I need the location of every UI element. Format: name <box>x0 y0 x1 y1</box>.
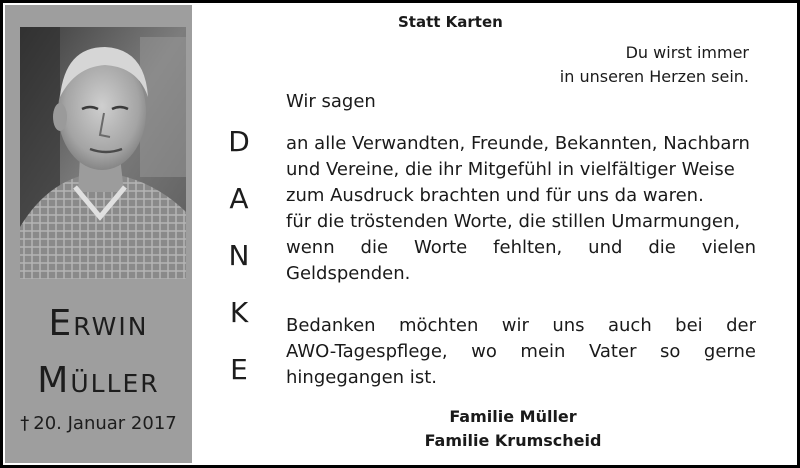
danke-letter: E <box>230 353 248 386</box>
paragraph-line: Geldspenden. <box>286 263 411 284</box>
danke-letter: A <box>229 182 249 215</box>
statt-karten-heading: Statt Karten <box>398 13 503 31</box>
paragraph-line: Bedanken möchten wir uns auch bei der <box>286 315 756 336</box>
obituary-card <box>3 3 797 465</box>
danke-letter: K <box>229 296 249 329</box>
danke-vertical <box>225 125 253 410</box>
danke-letter: N <box>228 239 250 272</box>
signature-family-2: Familie Krumscheid <box>424 431 602 450</box>
thanks-paragraph-1 <box>286 131 756 287</box>
paragraph-line: für die tröstenden Worte, die stillen Umarmungen, <box>286 211 741 232</box>
paragraph-line: an alle Verwandten, Freunde, Bekannten, Nachbarn <box>286 133 750 154</box>
first-name: Erwin <box>48 303 149 344</box>
thanks-paragraph-2 <box>286 313 756 391</box>
paragraph-line: zum Ausdruck brachten und für uns da waren. <box>286 185 704 206</box>
cross-icon: † <box>20 413 30 434</box>
quote-line-1: Du wirst immer <box>625 43 749 62</box>
quote-line-2: in unseren Herzen sein. <box>559 67 749 86</box>
paragraph-line: wenn die Worte fehlten, und die vielen <box>286 237 756 258</box>
signature-family-1: Familie Müller <box>449 407 577 426</box>
portrait-photo <box>20 27 186 279</box>
paragraph-line: hingegangen ist. <box>286 367 437 388</box>
intro-text: Wir sagen <box>286 91 376 112</box>
last-name: Müller <box>37 360 160 401</box>
portrait-image <box>20 27 186 279</box>
sidebar-panel <box>5 5 192 463</box>
death-date: 20. Januar 2017 <box>33 413 177 434</box>
paragraph-line: AWO-Tagespflege, wo mein Vater so gerne <box>286 341 756 362</box>
danke-letter: D <box>228 125 250 158</box>
memorial-quote <box>560 41 749 89</box>
death-date-line <box>5 413 192 434</box>
paragraph-line: und Vereine, die ihr Mitgefühl in vielfältiger Weise <box>286 159 735 180</box>
